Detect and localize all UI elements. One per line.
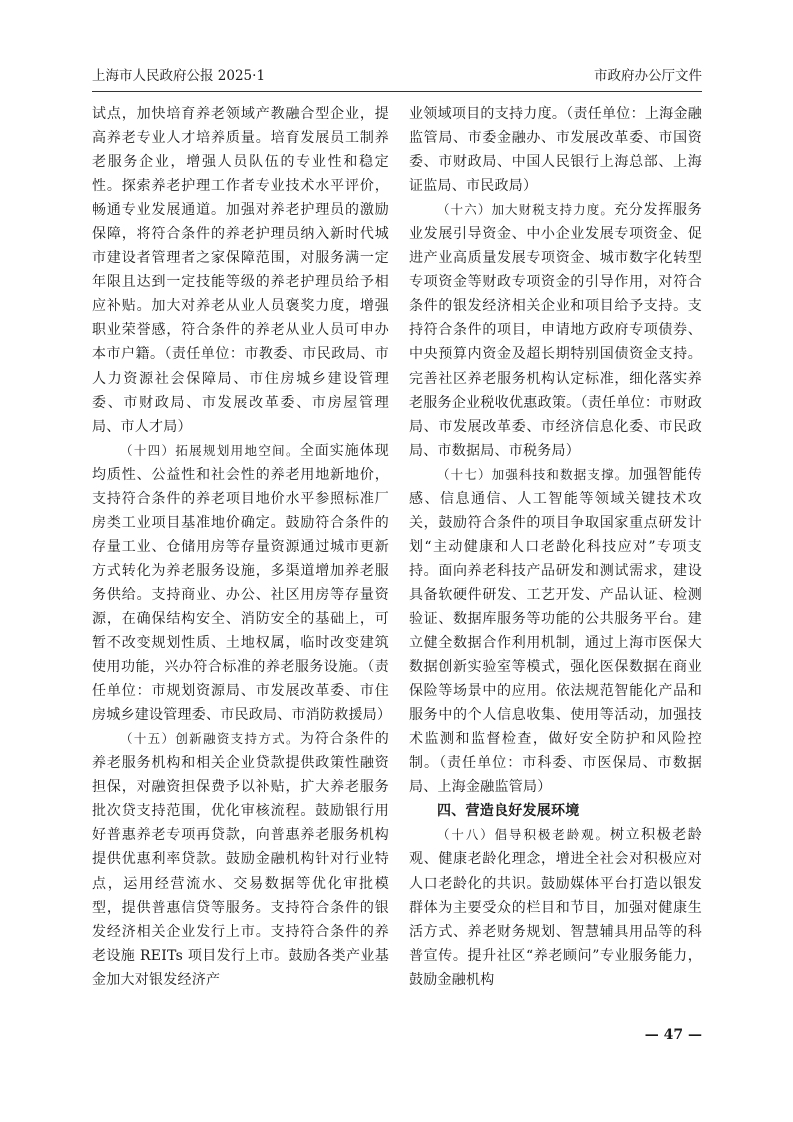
item-15-title: （十五）创新融资支持方式。 <box>120 731 300 747</box>
paragraph-text: 业领域项目的支持力度。（责任单位：上海金融监管局、市委金融办、市发展改革委、市国资委、市财政局、中国人民银行上海总部、上海证监局、市民政局） <box>409 106 702 195</box>
page-number: — 47 — <box>644 1027 702 1043</box>
paragraph-item-16 <box>409 198 702 463</box>
paragraph-item-15 <box>92 727 389 992</box>
paragraph-item-17 <box>409 463 702 800</box>
paragraph-continued <box>92 102 389 439</box>
left-column <box>92 102 392 992</box>
paragraph-continued <box>409 102 702 198</box>
journal-title: 上海市人民政府公报 2025·1 <box>92 68 266 84</box>
item-18-body: 树立积极老龄观、健康老龄化理念，增进全社会对积极应对人口老龄化的共识。鼓励媒体平台打造以银发群体为主要受众的栏目和节目，加强对健康生活方式、养老财务规划、智慧辅具用品等的科普宣传。提升社区“养老顾问”专业服务能力，鼓励金融机构 <box>409 827 703 988</box>
item-16-title: （十六）加大财税支持力度。 <box>437 202 614 218</box>
paragraph-item-18 <box>409 823 702 991</box>
item-18-title: （十八）倡导积极老龄观。 <box>437 827 610 843</box>
item-15-body: 为符合条件的养老服务机构和相关企业贷款提供政策性融资担保，对融资担保费予以补贴，扩大养老服务批次贷支持范围，优化审核流程。鼓励银行用好普惠养老专项再贷款，向普惠养老服务机构提供优惠利率贷款。鼓励金融机构针对行业特点，运用经营流水、交易数据等优化审批模型，提供普惠信贷等服务。支持符合条件的银发经济相关企业发行上市。支持符合条件的养老设施 REITs 项目发行上市。鼓励各类产业基金加大对银发经济产 <box>92 731 389 988</box>
section-4-heading: 四、营造良好发展环境 <box>437 803 580 820</box>
header-rule <box>92 91 702 92</box>
item-16-body: 充分发挥服务业发展引导资金、中小企业发展专项资金、促进产业高质量发展专项资金、城市数字化转型专项资金等财政专项资金的引导作用，对符合条件的银发经济相关企业和项目给予支持。支持符合条件的项目，申请地方政府专项债券、中央预算内资金及超长期特别国债资金支持。完善社区养老服务机构认定标准，细化落实养老服务企业税收优惠政策。（责任单位：市财政局、市发展改革委、市经济信息化委、市民政局、市数据局、市税务局） <box>409 202 702 459</box>
item-14-body: 全面实施体现均质性、公益性和社会性的养老用地新地价，支持符合条件的养老项目地价水平参照标准厂房类工业项目基准地价确定。鼓励符合条件的存量工业、仓储用房等存量资源通过城市更新方式转化为养老服务设施，多渠道增加养老服务供给。支持商业、办公、社区用房等存量资源，在确保结构安全、消防安全的基础上，可暂不改变规划性质、土地权属，临时改变建筑使用功能，兴办符合标准的养老服务设施。（责任单位：市规划资源局、市发展改革委、市住房城乡建设管理委、市民政局、市消防救援局） <box>92 442 392 724</box>
section-title: 市政府办公厅文件 <box>594 68 702 84</box>
running-header <box>92 64 702 88</box>
right-column <box>409 102 702 992</box>
paragraph-item-14 <box>92 439 392 728</box>
item-17-title: （十七）加强科技和数据支撑。 <box>437 466 629 482</box>
paragraph-text: 试点，加快培育养老领域产教融合型企业，提高养老专业人才培养质量。培育发展员工制养老服务企业，增强人员队伍的专业性和稳定性。探索养老护理工作者专业技术水平评价，畅通专业发展通道。加强对养老护理员的激励保障，将符合条件的养老护理员纳入新时代城市建设者管理者之家保障范围，对服务满一定年限且达到一定技能等级的养老护理员给予相应补贴。加大对养老从业人员褒奖力度，增强职业荣誉感，符合条件的养老从业人员可申办本市户籍。（责任单位：市教委、市民政局、市人力资源社会保障局、市住房城乡建设管理委、市财政局、市发展改革委、市房屋管理局、市人才局） <box>92 106 389 435</box>
item-14-title: （十四）拓展规划用地空间。 <box>120 442 300 458</box>
item-17-body: 加强智能传感、信息通信、人工智能等领域关键技术攻关，鼓励符合条件的项目争取国家重点研发计划“主动健康和人口老龄化科技应对”专项支持。面向养老科技产品研发和测试需求，建设具备软硬件研发、工艺开发、产品认证、检测验证、数据库服务等功能的公共服务平台。建立健全数据合作利用机制，通过上海市医保大数据创新实验室等模式，强化医保数据在商业保险等场景中的应用。依法规范智能化产品和服务中的个人信息收集、使用等活动，加强技术监测和监督检查，做好安全防护和风险控制。（责任单位：市科委、市医保局、市数据局、上海金融监管局） <box>409 466 703 796</box>
